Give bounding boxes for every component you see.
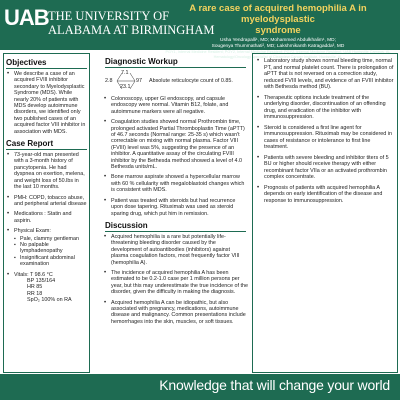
cbc-fishbone-diagram <box>105 70 141 92</box>
case-report-item: • 73-year-old man presented with a 3-month history of pancytopenia. He had dyspnea on exertion, melena, and weight loss of 50.lbs in the last 10 months. <box>6 152 87 190</box>
vitals-item <box>6 272 87 304</box>
cbc-hematocrit: 23.1 <box>120 84 131 90</box>
conclusion-item: • Therapeutic options include treatment of the underlying disorder, discontinuation of an offending drug, and eradication of the inhibitor with immunosuppression. <box>256 95 394 121</box>
authors <box>160 38 396 50</box>
vitals-temperature: • Vitals: T 98.6 °C <box>14 271 53 278</box>
poster-title <box>160 3 396 36</box>
physical-exam-finding: ▪ Pale, clammy gentleman <box>14 236 87 242</box>
physical-exam-item <box>6 228 87 267</box>
right-column <box>252 53 398 373</box>
vitals-hr: HR 85 <box>27 284 43 291</box>
objectives-list <box>6 71 87 135</box>
objectives-heading: Objectives <box>6 58 87 69</box>
physical-exam-label: Physical Exam: <box>14 228 51 235</box>
title-block <box>160 3 396 60</box>
case-report-list <box>6 152 87 304</box>
affiliations-line1: PGY1, Internal Medicine Resident; PGY2, Internal Medicine Resident; PGY2, Internal Medicine Resident, UAB Huntsville Campus, AL <box>165 50 391 54</box>
case-report-item: • Medications : Statin and aspirin. <box>6 211 87 224</box>
conclusion-item: • Laboratory study shows normal bleeding time, normal PT, and normal platelet count. There is prolongation of aPTT that is not reversed on a correction study, reduced FVIII levels, and evidence of an FVIII inhibitor with Bethesda method (BU). <box>256 58 394 91</box>
workup-item: • Colonoscopy, upper GI endoscopy, and capsule endoscopy were normal. Vitamin B12, folate, and autoimmune markers were all negative. <box>103 96 248 115</box>
footer-tagline: Knowledge that will change your world <box>159 377 390 393</box>
workup-list <box>95 96 250 217</box>
physical-exam-list <box>14 236 87 268</box>
cbc-wbc: 2.8 <box>105 78 113 84</box>
poster-header <box>0 0 400 59</box>
workup-item: • Coagulation studies showed normal Prothrombin time, prolonged activated Partial Thromboplastin Time (aPTT) of 46.7 seconds (Normal range: 25-35 s) which wasn't correctable on mixing with normal plasma. Factor VIII (FVIII) level was 5%, suggesting the presence of an inhibitor. A quantitative assay of the circulating FVIII inhibitor by the Bethesda method showed a level of 4.0 Bethesda units/mL. <box>103 119 248 170</box>
conclusion-item: • Patients with severe bleeding and inhibitor titers of 5 BU or higher should receive therapy with either recombinant factor VIIa or an activated prothrombin complex concentrate. <box>256 155 394 181</box>
case-report-heading: Case Report <box>6 139 87 150</box>
workup-item: • Patient was treated with steroids but had recurrence upon dose tapering. Rituximab was used as steroid sparing drug, which put him in remission. <box>103 198 248 217</box>
discussion-list <box>95 234 250 325</box>
left-column <box>3 53 90 373</box>
conclusion-item: • Steroid is considered a first line agent for immunosuppression. Rituximab may be considered in cases of resistance or intolerance to first line treatment. <box>256 125 394 151</box>
title-line1: A rare case of acquired hemophilia A in myelodysplastic <box>189 3 367 25</box>
uab-logo <box>4 4 215 44</box>
discussion-item: • Acquired hemophilia is a rare but potentially life-threatening bleeding disorder caused by the development of autoantibodies (inhibitors) against plasma coagulation factors, most frequently factor VIII (hemophilia A). <box>103 234 248 266</box>
conclusions-list <box>256 58 394 204</box>
middle-column <box>95 53 250 373</box>
discussion-item: • Acquired hemophilia A can be idiopathic, but also associated with pregnancy, medications, autoimmune disease and malignancy. Common presentations include hemorrhages into the skin, muscles, or soft tissues. <box>103 300 248 326</box>
conclusion-item: • Prognosis of patients with acquired hemophilia A depends on early identification of the disease and response to immunosuppression. <box>256 185 394 205</box>
authors-line2: Sougenya Thummathati², MD; Lakshmikanth Katragadda³, MD <box>211 44 345 49</box>
workup-item: • Bone marrow aspirate showed a hypercellular marrow with 60 % cellularity with megaloblastoid changes which is consistent with MDS. <box>103 174 248 193</box>
cbc-hemoglobin: 7.1 <box>121 70 129 76</box>
objectives-item: • We describe a case of an acquired FVIII inhibitor secondary to Myelodysplastic Syndrome (MDS). While nearly 20% of patients with MDS develop autoimmune disorders, we identified only two published cases of an acquired factor VIII inhibitor in association with MDS. <box>6 71 87 135</box>
vitals-spo2: SpO₂ 100% on RA <box>27 297 72 304</box>
workup-heading: Diagnostic Workup <box>105 57 246 68</box>
physical-exam-finding: ▪ Insignificant abdominal examination <box>14 255 87 268</box>
uab-logo-mark: UAB <box>4 5 49 30</box>
affiliations-line2: Hematology/Oncology specialist at Clearview Cancer Institute, Huntsville, AL <box>213 54 343 59</box>
poster-footer <box>0 374 400 400</box>
cbc-platelets: 97 <box>136 78 142 84</box>
discussion-heading: Discussion <box>105 221 246 232</box>
reticulocyte-count: Absolute reticulocyte count of 0.85. <box>149 78 233 84</box>
physical-exam-finding: ▪ No palpable lymphadenopathy <box>14 242 87 255</box>
logo-text-line2: ALABAMA AT BIRMINGHAM <box>48 23 215 37</box>
vitals-bp: BP 135/164 <box>27 277 56 284</box>
authors-line1: Usha Yendrapalli¹, MD; Mohammed Abdulkhalim¹, MD; <box>220 38 336 43</box>
case-report-item: • PMH: COPD, tobacco abuse, and peripheral arterial disease <box>6 195 87 208</box>
vitals-block <box>14 272 87 304</box>
cbc-diagram-row <box>105 70 250 92</box>
discussion-item: • The incidence of acquired hemophilia A has been estimated to be 0.2-1.0 case per 1 million persons per year, but this may underestimate the true incidence of the disorder, given the difficulty in making the diagnosis. <box>103 270 248 296</box>
vitals-rr: RR 18 <box>27 290 43 297</box>
title-line2: syndrome <box>255 25 301 36</box>
logo-text-line1: THE UNIVERSITY OF <box>48 9 170 23</box>
